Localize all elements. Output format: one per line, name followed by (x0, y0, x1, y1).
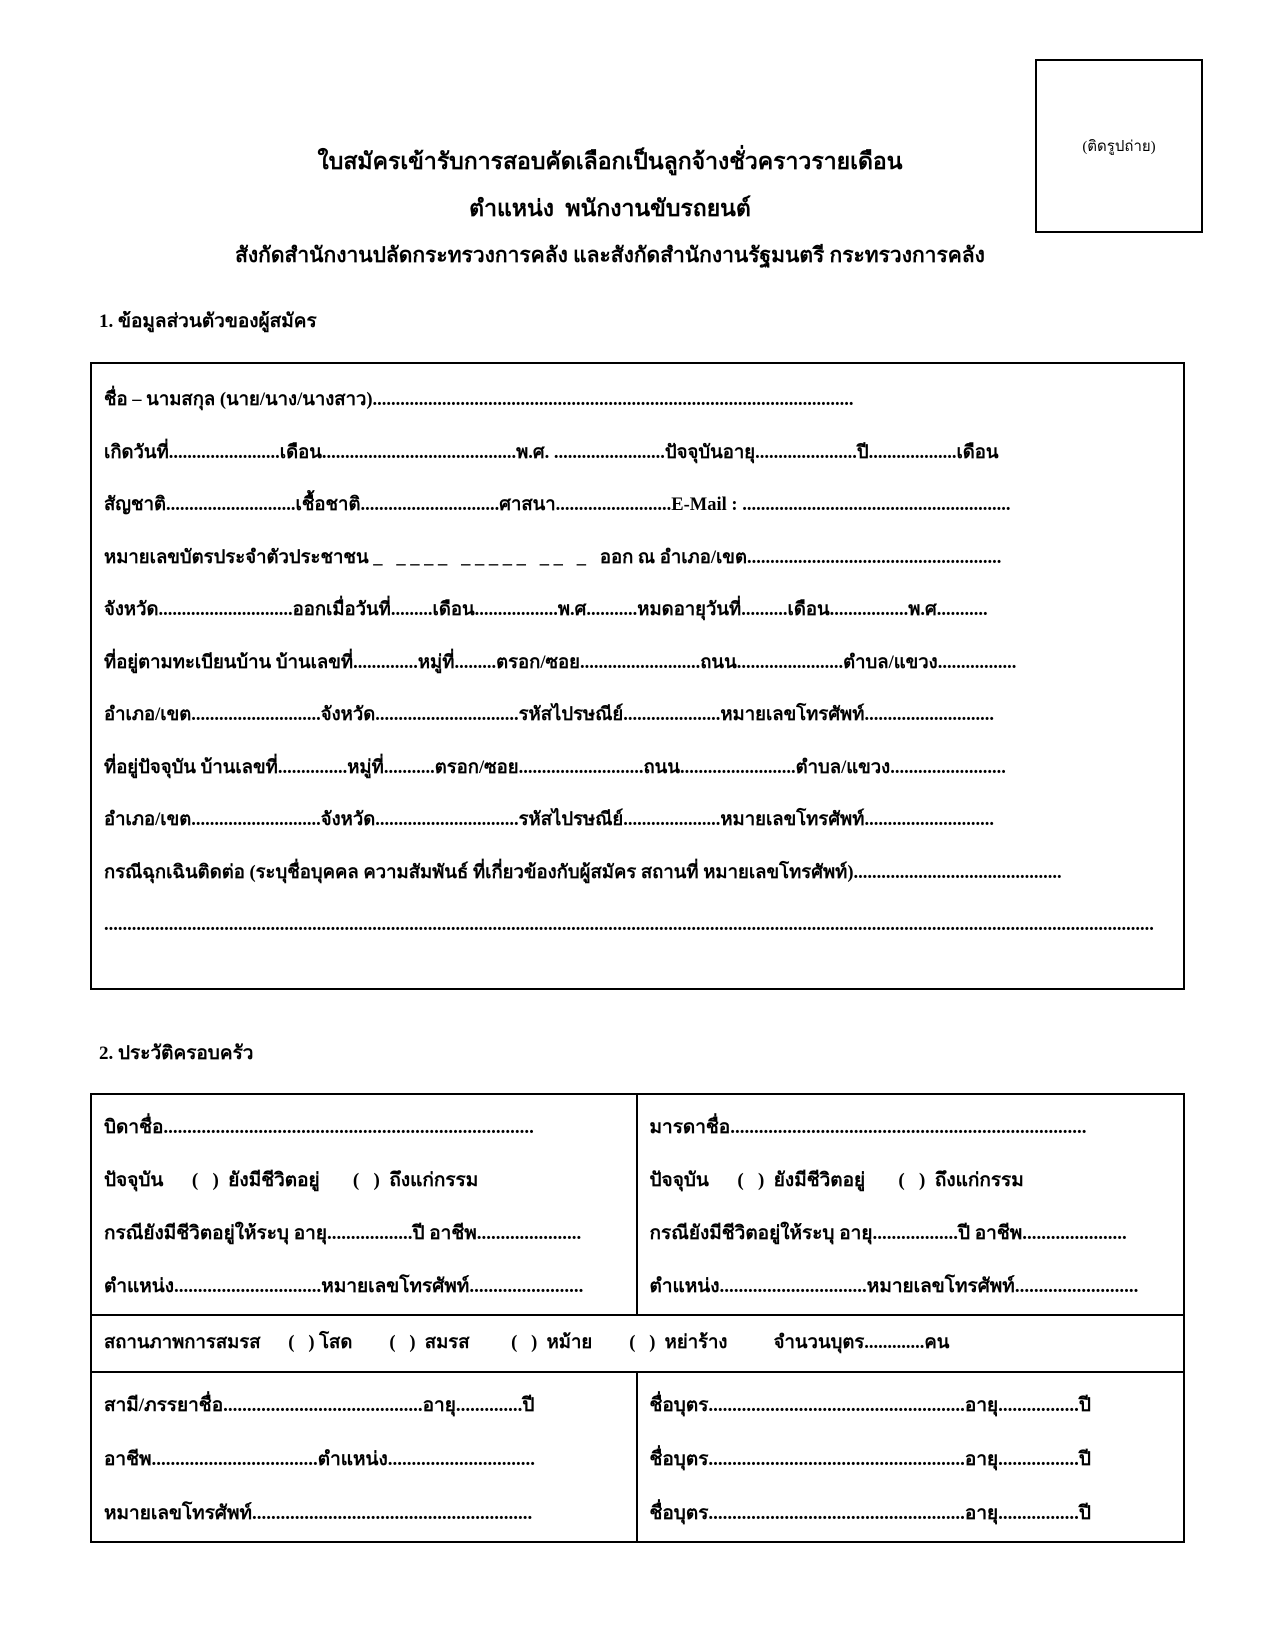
nationality-religion-email-line: สัญชาติ............................เชื้อชาติ..............................ศาสนา.........................E-Mail : .......................................................... (104, 495, 1011, 515)
child-name-age-line-1: ชื่อบุตร......................................................อายุ.................ปี (649, 1395, 1091, 1416)
mother-cell (638, 1095, 1184, 1314)
emergency-contact-line: กรณีฉุกเฉินติดต่อ (ระบุชื่อบุคคล ความสัมพันธ์ ที่เกี่ยวข้องกับผู้สมัคร สถานที่ หมายเลขโทรศัพท์)............................................. (104, 862, 1062, 883)
fullname-line: ชื่อ – นามสกุล (นาย/นาง/นางสาว)........................................................................................................ (104, 390, 854, 410)
spouse-children-row (92, 1373, 1183, 1541)
spouse-name-age-line: สามี/ภรรยาชื่อ..........................................อายุ..............ปี (104, 1395, 535, 1416)
birthdate-age-line: เกิดวันที่........................เดือน..........................................พ.ศ. ........................ปัจจุบันอายุ......................ปี...................เดือน (104, 442, 999, 463)
marital-status-row (92, 1316, 1183, 1373)
mother-name-line: มารดาชื่อ........................................................................... (649, 1117, 1087, 1138)
mother-position-phone-line: ตำแหน่ง...............................หมายเลขโทรศัพท์.......................... (649, 1276, 1139, 1297)
parents-row (92, 1095, 1183, 1316)
section2-heading: 2. ประวัติครอบครัว (99, 1043, 254, 1064)
father-position-phone-line: ตำแหน่ง...............................หมายเลขโทรศัพท์........................ (104, 1276, 584, 1297)
child-name-age-line-3: ชื่อบุตร......................................................อายุ.................ปี (649, 1503, 1091, 1524)
spouse-cell (92, 1373, 638, 1541)
marital-status-line: สถานภาพการสมรส ( ) โสด ( ) สมรส ( ) หม้าย ( ) หย่าร้าง จำนวนบุตร.............คน (104, 1333, 950, 1353)
form-title-block (90, 138, 1130, 279)
current-address-line: ที่อยู่ปัจจุบัน บ้านเลขที่...............หมู่ที่...........ตรอก/ซอย...........................ถนน.........................ตำบล/แขวง......................... (104, 757, 1006, 778)
section1-heading: 1. ข้อมูลส่วนตัวของผู้สมัคร (99, 311, 317, 332)
id-card-number-line: หมายเลขบัตรประจำตัวประชาชน _ _ _ _ _ _ _ _ _ _ _ _ _ ออก ณ อำเภอ/เขต....................................................... (104, 547, 1002, 568)
father-name-line: บิดาชื่อ.............................................................................. (104, 1117, 534, 1138)
mother-age-occupation-line: กรณียังมีชีวิตอยู่ให้ระบุ อายุ..................ปี อาชีพ...................... (649, 1223, 1127, 1244)
spouse-phone-line: หมายเลขโทรศัพท์........................................................... (104, 1503, 533, 1524)
photo-attach-label: (ติดรูปถ่าย) (1082, 139, 1156, 155)
family-history-table (90, 1093, 1185, 1543)
id-issue-expiry-line: จังหวัด.............................ออกเมื่อวันที่.........เดือน..................พ.ศ...........หมดอายุวันที่..........เดือน.................พ.ศ........... (104, 600, 988, 620)
father-age-occupation-line: กรณียังมีชีวิตอยู่ให้ระบุ อายุ..................ปี อาชีพ...................... (104, 1223, 582, 1244)
registered-address-line2: อำเภอ/เขต............................จังหวัด...............................รหัสไปรษณีย์.....................หมายเลขโทรศัพท์............................ (104, 705, 994, 725)
current-address-line2: อำเภอ/เขต............................จังหวัด...............................รหัสไปรษณีย์.....................หมายเลขโทรศัพท์............................ (104, 810, 994, 830)
children-cell (638, 1373, 1184, 1541)
mother-status-line: ปัจจุบัน ( ) ยังมีชีวิตอยู่ ( ) ถึงแก่กรรม (649, 1170, 1024, 1191)
form-affiliation: สังกัดสำนักงานปลัดกระทรวงการคลัง และสังกัดสำนักงานรัฐมนตรี กระทรวงการคลัง (235, 243, 985, 267)
father-status-line: ปัจจุบัน ( ) ยังมีชีวิตอยู่ ( ) ถึงแก่กรรม (104, 1170, 479, 1191)
form-position-title: ตำแหน่ง พนักงานขับรถยนต์ (469, 196, 751, 221)
child-name-age-line-2: ชื่อบุตร......................................................อายุ.................ปี (649, 1449, 1091, 1470)
registered-address-line: ที่อยู่ตามทะเบียนบ้าน บ้านเลขที่..............หมู่ที่.........ตรอก/ซอย..........................ถนน.......................ตำบล/แขวง................. (104, 652, 1017, 673)
personal-info-box (90, 362, 1185, 990)
spouse-occupation-position-line: อาชีพ...................................ตำแหน่ง............................... (104, 1449, 536, 1470)
form-title: ใบสมัครเข้ารับการสอบคัดเลือกเป็นลูกจ้างชั่วคราวรายเดือน (317, 149, 903, 174)
emergency-contact-dots-line: ................................................................................................................................................................................................................................... (104, 915, 1154, 935)
father-cell (92, 1095, 638, 1314)
